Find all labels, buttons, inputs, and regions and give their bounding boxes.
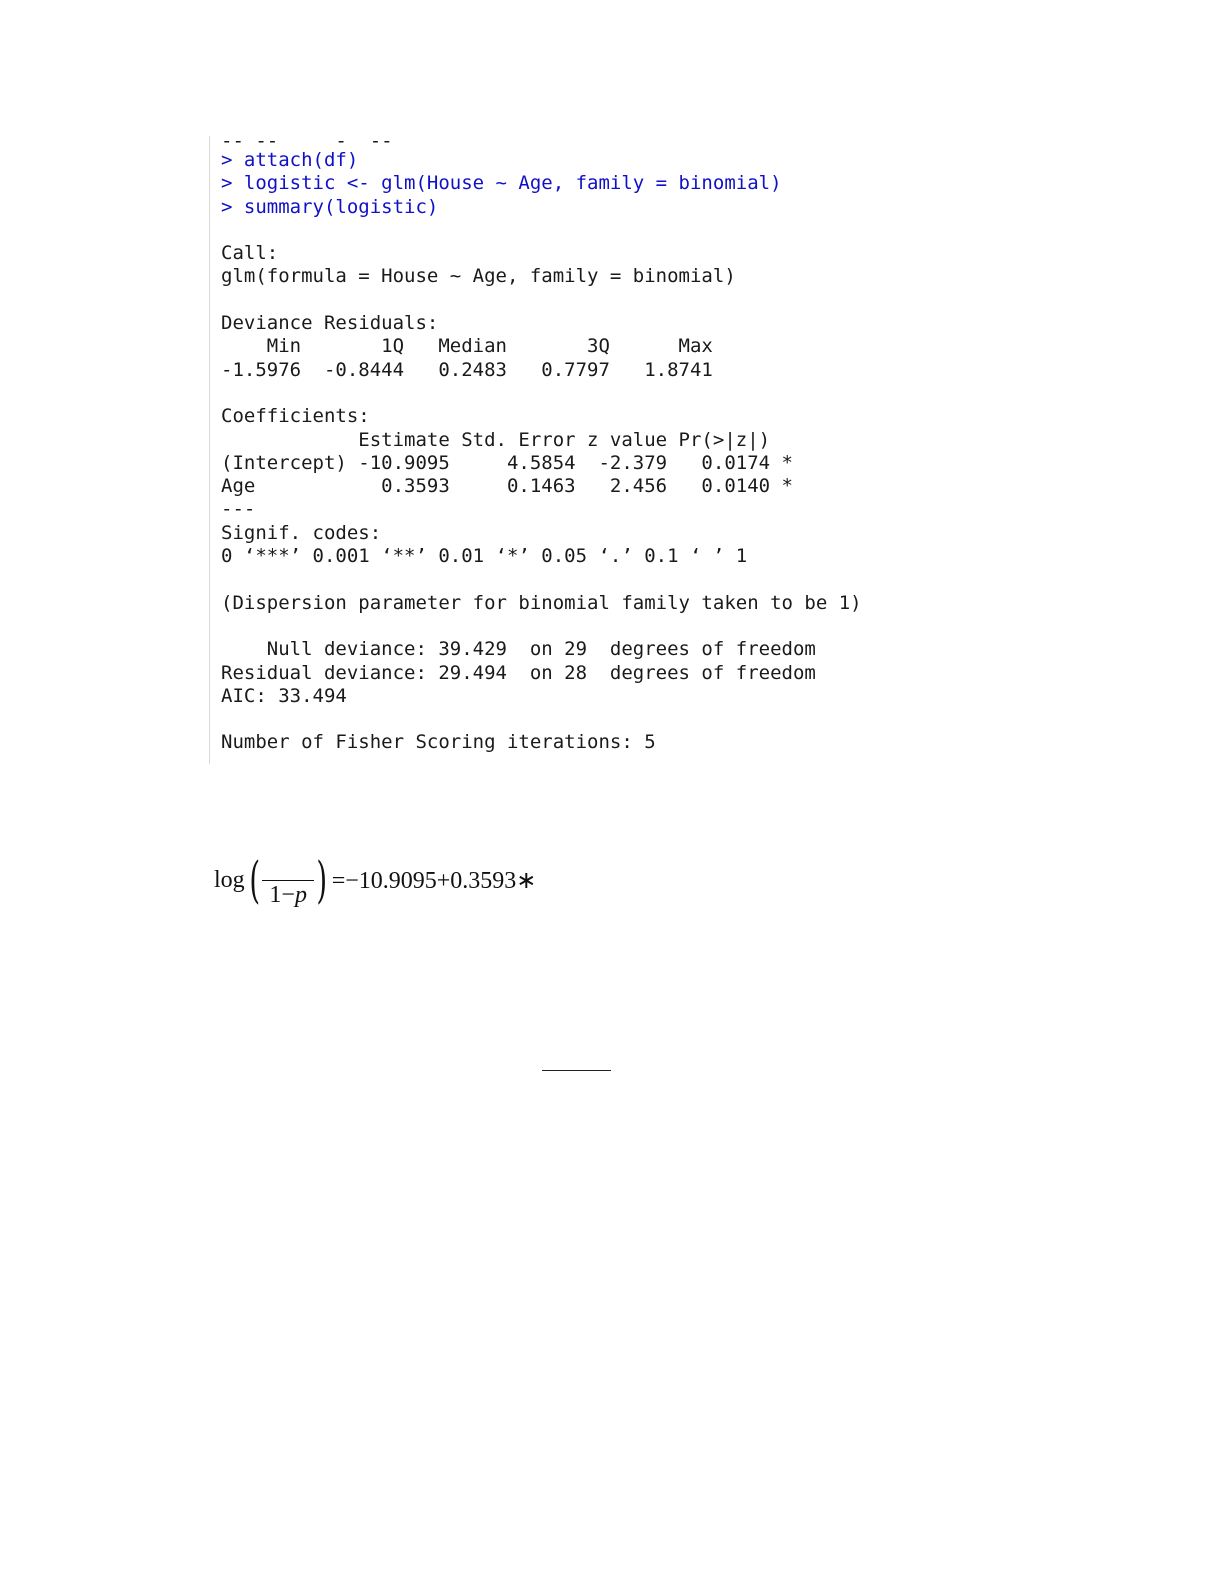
logit-equation <box>214 848 536 912</box>
console-output-line <box>221 219 862 242</box>
console-output-line: -1.5976 -0.8444 0.2483 0.7797 1.8741 <box>221 358 736 381</box>
console-output-line: Null deviance: 39.429 on 29 degrees of freedom <box>221 638 816 661</box>
console-output-line <box>221 382 862 405</box>
console-output-line <box>221 568 862 591</box>
denominator-prefix: 1− <box>269 882 295 908</box>
fraction-denominator <box>269 881 307 908</box>
console-input-line: > logistic <- glm(House ~ Age, family = binomial) <box>221 172 782 195</box>
truncated-line: -- -- - -- <box>221 136 393 152</box>
console-input-line: > summary(logistic) <box>221 195 439 218</box>
console-output-line: Estimate Std. Error z value Pr(>|z|) <box>221 428 793 451</box>
fraction-bar-fragment <box>542 1070 611 1071</box>
fraction <box>262 852 314 908</box>
console-output-line: Age 0.3593 0.1463 2.456 0.0140 * <box>221 475 793 498</box>
log-text: log <box>214 866 245 893</box>
console-output-line <box>221 708 862 731</box>
fraction-numerator <box>262 852 314 881</box>
console-output-line: Coefficients: <box>221 405 370 428</box>
console-output-line: Min 1Q Median 3Q Max <box>221 335 736 358</box>
console-output-line: Signif. codes: <box>221 521 405 544</box>
console-output-line: --- <box>221 498 256 521</box>
console-output-line: AIC: 33.494 <box>221 684 347 707</box>
console-output-line: (Dispersion parameter for binomial family taken to be 1) <box>221 591 862 614</box>
console-output-line: Deviance Residuals: <box>221 312 439 335</box>
console-input-line: > attach(df) <box>221 149 359 171</box>
console-output-line <box>221 289 862 312</box>
r-console-output <box>209 136 910 764</box>
left-paren: ( <box>249 851 260 909</box>
denominator-variable: p <box>294 882 307 908</box>
console-output-line: (Intercept) -10.9095 4.5854 -2.379 0.0174 * <box>221 451 793 474</box>
console-output-line: 0 ‘***’ 0.001 ‘**’ 0.01 ‘*’ 0.05 ‘.’ 0.1 ‘ ’ 1 <box>221 545 748 568</box>
console-output-line: Residual deviance: 29.494 on 28 degrees of freedom <box>221 661 816 684</box>
equation-rhs: =−10.9095+0.3593∗ <box>331 867 537 894</box>
right-paren: ) <box>316 851 328 909</box>
console-output-line <box>221 615 862 638</box>
console-lines <box>221 149 862 755</box>
console-output-line: Call: <box>221 242 279 265</box>
console-output-line: Number of Fisher Scoring iterations: 5 <box>221 731 656 754</box>
console-output-line: glm(formula = House ~ Age, family = binomial) <box>221 265 736 288</box>
